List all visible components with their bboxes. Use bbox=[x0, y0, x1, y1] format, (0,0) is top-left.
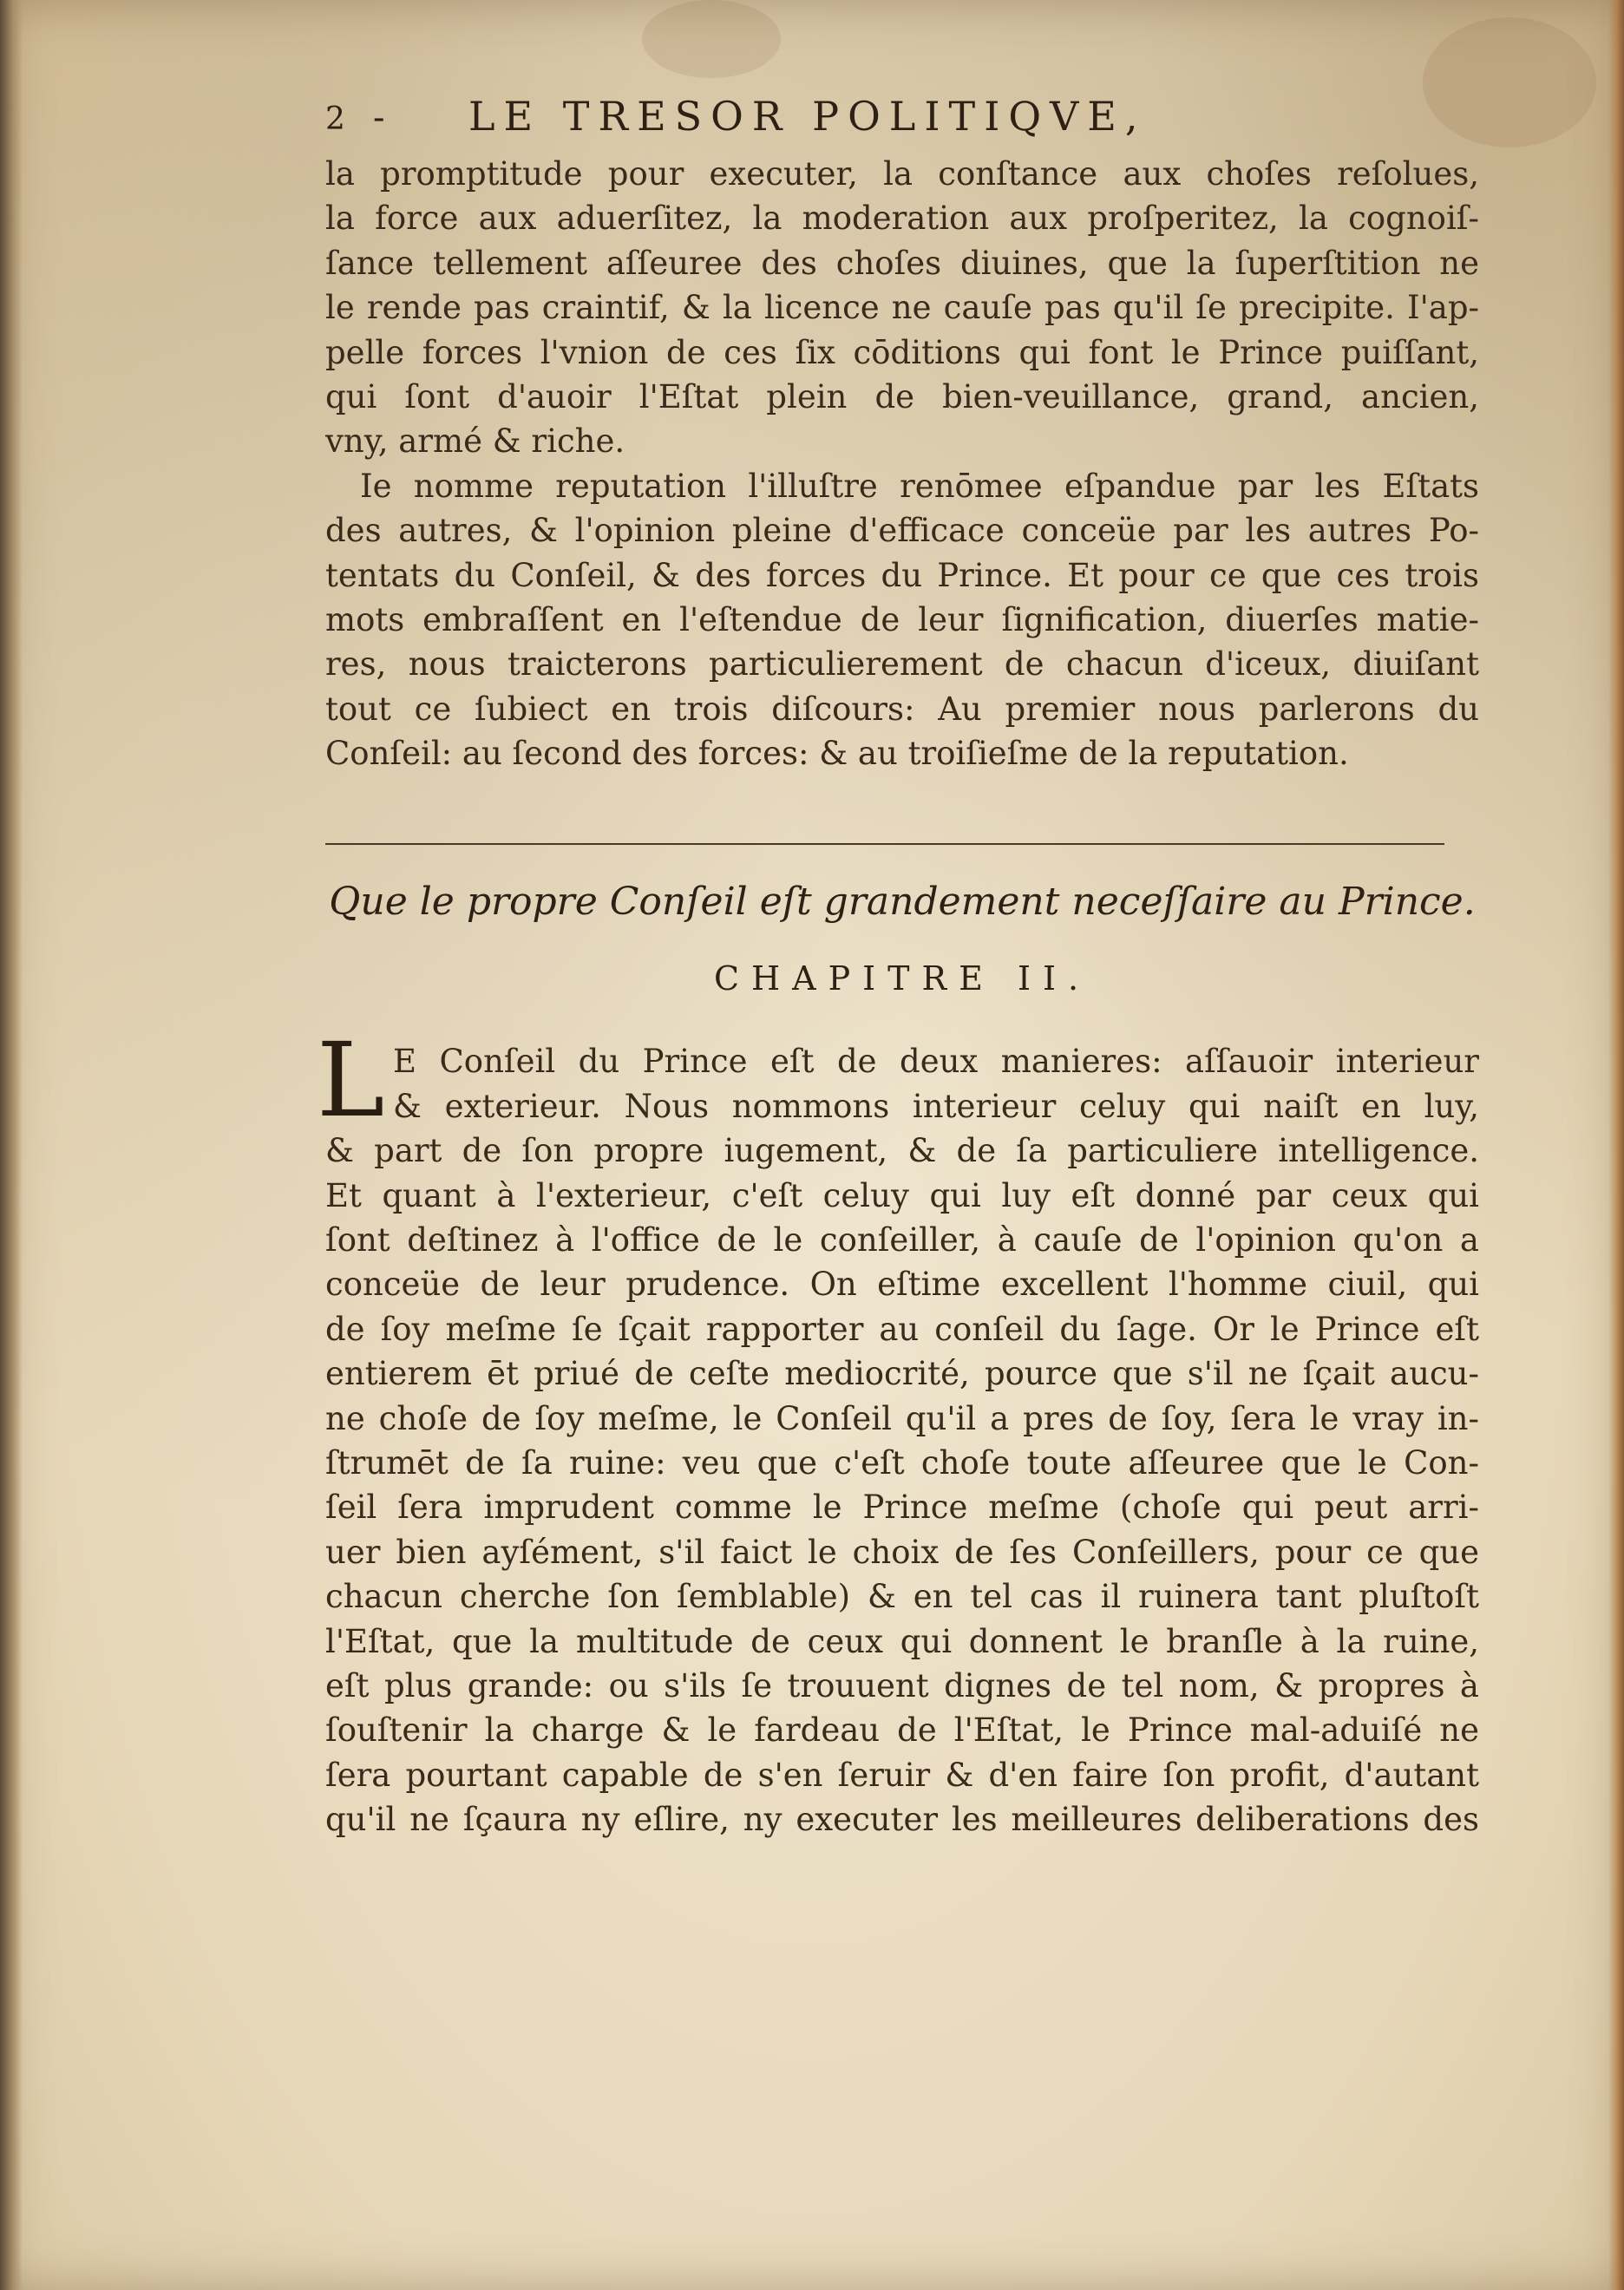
page-right-edge bbox=[1608, 0, 1624, 2290]
text-line: vny, armé & riche. bbox=[325, 422, 625, 461]
paper-stain bbox=[642, 0, 781, 78]
paragraph-reputation bbox=[325, 464, 1479, 776]
text-line: Ie nomme reputation l'illuſtre renōmee eſpandue par les Eſtats bbox=[360, 467, 1479, 505]
text-line: la promptitude pour executer, la conſtance aux choſes reſolues, bbox=[325, 155, 1479, 193]
text-line: Et quant à l'exterieur, c'eſt celuy qui luy eſt donné par ceux qui bbox=[325, 1176, 1479, 1214]
text-line: pelle forces l'vnion de ces ſix cōditions qui font le Prince puiſſant, bbox=[325, 333, 1479, 371]
text-line: & exterieur. Nous nommons interieur celuy qui naiſt en luy, bbox=[393, 1087, 1479, 1125]
text-line: de ſoy meſme ſe ſçait rapporter au conſeil du ſage. Or le Prince eſt bbox=[325, 1310, 1479, 1348]
chapter-number: CHAPITRE II. bbox=[713, 959, 1091, 998]
text-line: chacun cherche ſon ſemblable) & en tel cas il ruinera tant pluſtoſt bbox=[325, 1578, 1479, 1616]
drop-cap: L bbox=[317, 1020, 385, 1141]
running-head-title: LE TRESOR POLITIQVE, bbox=[468, 93, 1147, 140]
text-line: res, nous traicterons particulierement de chacun d'iceux, diuiſant bbox=[325, 645, 1479, 684]
text-line: qui ſont d'auoir l'Eſtat plein de bien-veuillance, grand, ancien, bbox=[325, 377, 1479, 415]
text-line: conceüe de leur prudence. On eſtime excellent l'homme ciuil, qui bbox=[325, 1266, 1479, 1304]
text-line: la force aux aduerſitez, la moderation aux proſperitez, la cognoiſ- bbox=[325, 200, 1479, 238]
text-line: E Conſeil du Prince eſt de deux manieres: aſſauoir interieur bbox=[393, 1043, 1479, 1081]
text-line: ſont deſtinez à l'office de le conſeiller, à cauſe de l'opinion qu'on a bbox=[325, 1221, 1479, 1260]
text-line: ſouſtenir la charge & le fardeau de l'Eſtat, le Prince mal-aduiſé ne bbox=[325, 1711, 1479, 1750]
text-line: ſera pourtant capable de s'en ſeruir & d'en faire ſon profit, d'autant bbox=[325, 1756, 1479, 1794]
page-left-edge bbox=[0, 0, 23, 2290]
text-line: des autres, & l'opinion pleine d'efficace conceüe par les autres Po- bbox=[325, 512, 1479, 550]
text-line: ſeil ſera imprudent comme le Prince meſme (choſe qui peut arri- bbox=[325, 1488, 1479, 1527]
text-line: qu'il ne ſçaura ny eſlire, ny executer les meilleures deliberations des bbox=[325, 1801, 1479, 1839]
running-head-separator: - bbox=[373, 98, 385, 138]
text-line: eſt plus grande: ou s'ils ſe trouuent dignes de tel nom, & propres à bbox=[325, 1666, 1479, 1704]
section-divider bbox=[325, 843, 1444, 845]
page-number: 2 bbox=[325, 101, 345, 137]
text-line: tout ce ſubiect en trois diſcours: Au premier nous parlerons du bbox=[325, 690, 1479, 728]
text-line: entierem ēt priué de ceſte mediocrité, pource que s'il ne ſçait aucu- bbox=[325, 1355, 1479, 1393]
text-line: tentats du Conſeil, & des forces du Prince. Et pour ce que ces trois bbox=[325, 556, 1479, 594]
text-line: le rende pas craintif, & la licence ne cauſe pas qu'il ſe precipite. I'ap- bbox=[325, 289, 1479, 327]
text-line: Conſeil: au ſecond des forces: & au troiſieſme de la reputation. bbox=[325, 735, 1349, 773]
text-line: ne choſe de ſoy meſme, le Conſeil qu'il a pres de ſoy, ſera le vray in- bbox=[325, 1399, 1479, 1437]
text-line: ſtrumēt de ſa ruine: veu que c'eſt choſe toute aſſeuree que le Con- bbox=[325, 1443, 1479, 1482]
text-block bbox=[317, 82, 1479, 1842]
chapter-title: Que le propre Conſeil eſt grandement neceſſaire au Prince. bbox=[329, 880, 1476, 925]
running-head bbox=[325, 82, 1479, 152]
text-line: ſance tellement aſſeuree des choſes diuines, que la ſuperſtition ne bbox=[325, 244, 1479, 282]
text-line: l'Eſtat, que la multitude de ceux qui donnent le branſle à la ruine, bbox=[325, 1622, 1479, 1660]
paragraph-continued bbox=[325, 152, 1479, 464]
text-line: mots embraſſent en l'eſtendue de leur ſignification, diuerſes matie- bbox=[325, 600, 1479, 638]
chapter-body bbox=[317, 1020, 1479, 1842]
text-line: uer bien ayſément, s'il faict le choix de ſes Conſeillers, pour ce que bbox=[325, 1533, 1479, 1571]
text-line: & part de ſon propre iugement, & de ſa particuliere intelligence. bbox=[325, 1132, 1479, 1170]
